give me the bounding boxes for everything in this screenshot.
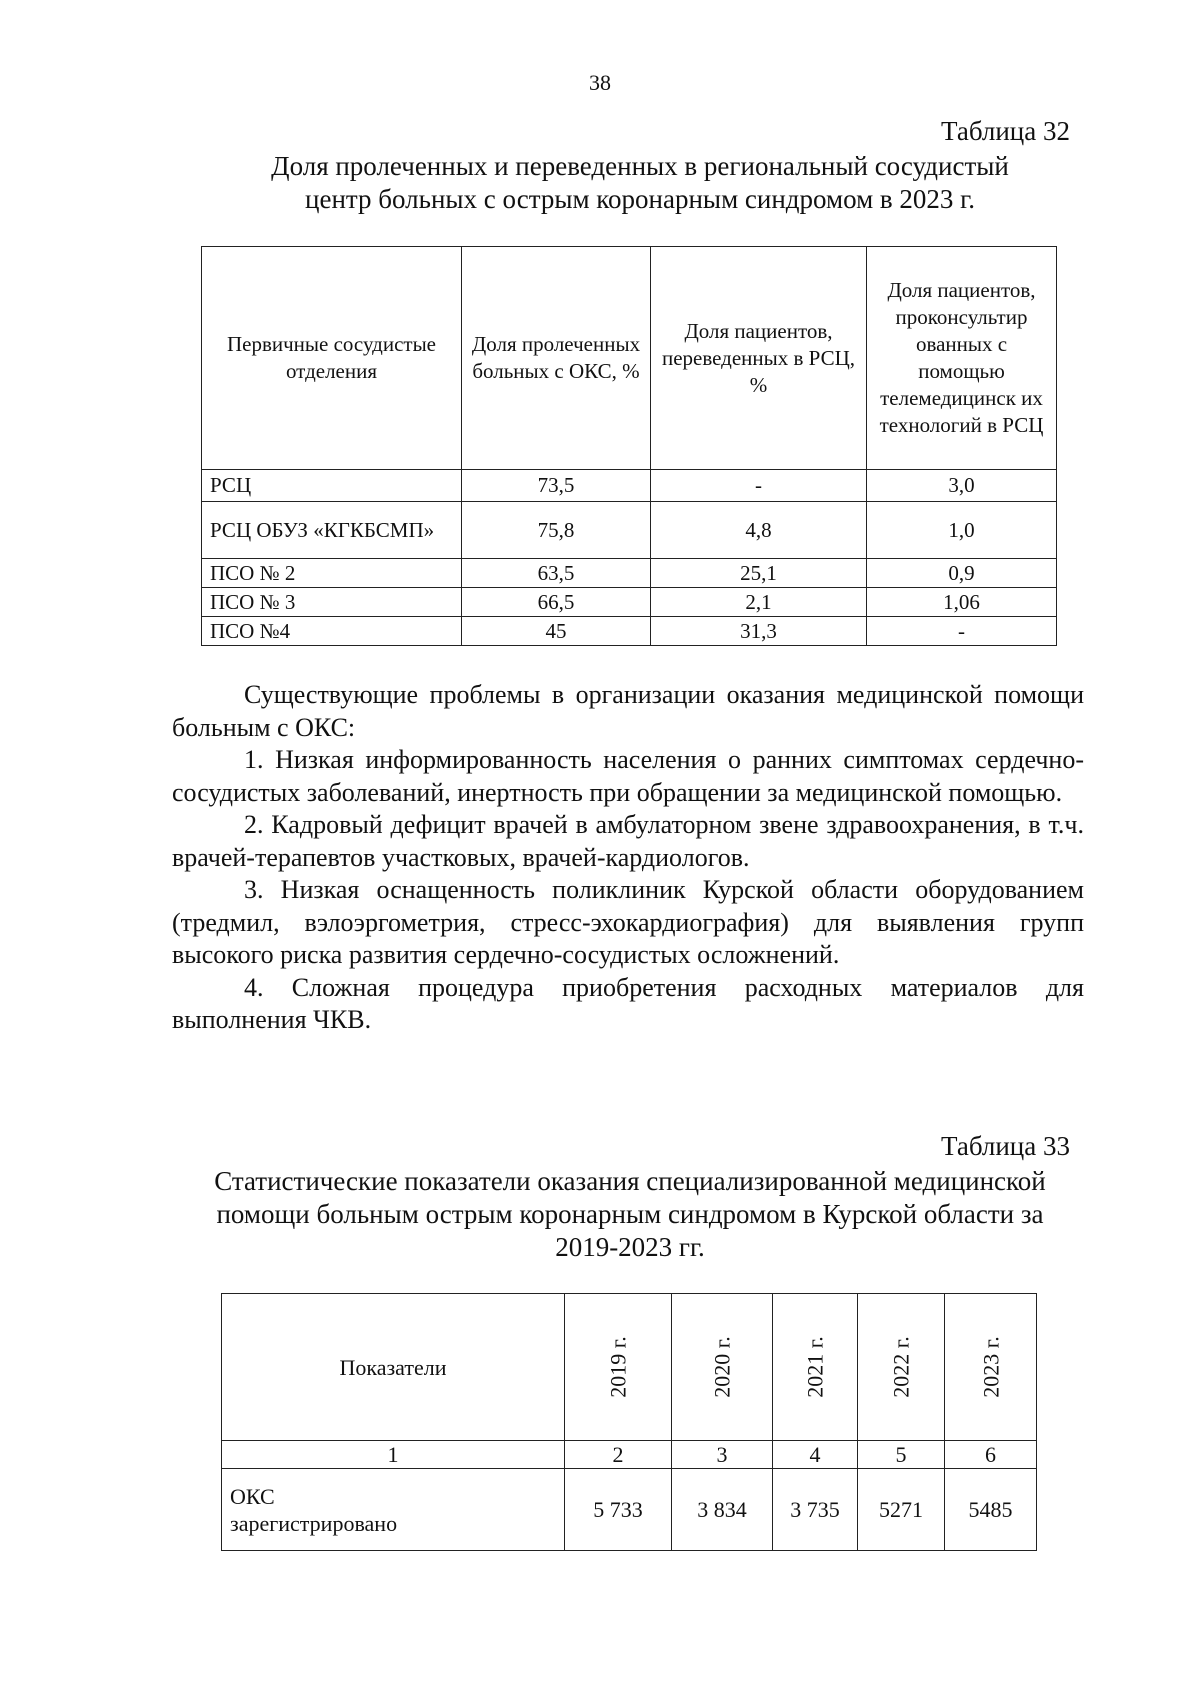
table-cell: РСЦ ОБУЗ «КГКБСМП» (202, 502, 462, 559)
table-33-header-row (222, 1294, 1037, 1441)
table-row (202, 502, 1057, 559)
table-33-label: Таблица 33 (941, 1131, 1070, 1161)
problems-intro: Существующие проблемы в организации оказания медицинской помощи больным с ОКС: (172, 680, 1084, 742)
table-cell: 75,8 (462, 502, 651, 559)
table-33-header-indicator: Показатели (222, 1294, 565, 1441)
table-cell: 4,8 (651, 502, 867, 559)
year-label: 2019 г. (605, 1336, 631, 1398)
table-cell: ПСО №4 (202, 617, 462, 646)
table-33-year-header (565, 1294, 672, 1441)
table-32-label: Таблица 32 (941, 116, 1070, 146)
table-32-title-line: Доля пролеченных и переведенных в региональный сосудистый (271, 151, 1009, 181)
table-32-header-cell: Доля пролеченных больных с ОКС, % (462, 247, 651, 470)
table-32-header-cell: Доля пациентов, проконсультир ованных с помощью телемедицинск их технологий в РСЦ (867, 247, 1057, 470)
column-number: 3 (672, 1441, 773, 1469)
table-cell: 3 834 (672, 1469, 773, 1551)
table-row (202, 588, 1057, 617)
problem-item: 3. Низкая оснащенность поликлиник Курской области оборудованием (тредмил, вэлоэргометрия, стресс-эхокардиография) для выявления групп высокого риска развития сердечно-сосудистых осложнений. (172, 875, 1084, 969)
column-number: 4 (773, 1441, 858, 1469)
column-number: 1 (222, 1441, 565, 1469)
table-33-year-header (945, 1294, 1037, 1441)
column-number: 2 (565, 1441, 672, 1469)
column-number: 6 (945, 1441, 1037, 1469)
table-cell: 5271 (858, 1469, 945, 1551)
table-cell: 66,5 (462, 588, 651, 617)
table-cell: 2,1 (651, 588, 867, 617)
table-cell: - (651, 470, 867, 502)
table-row (222, 1469, 1037, 1551)
table-row (202, 470, 1057, 502)
table-row (202, 617, 1057, 646)
table-cell: 25,1 (651, 559, 867, 588)
table-cell: ПСО № 3 (202, 588, 462, 617)
table-cell: 1,0 (867, 502, 1057, 559)
table-32-title-line: центр больных с острым коронарным синдромом в 2023 г. (305, 184, 975, 214)
table-33-title-line: помощи больным острым коронарным синдромом в Курской области за (216, 1199, 1044, 1229)
table-33 (221, 1293, 1037, 1551)
table-33-year-header (672, 1294, 773, 1441)
table-cell (222, 1469, 565, 1551)
year-label: 2021 г. (802, 1336, 828, 1398)
table-33-column-number-row (222, 1441, 1037, 1469)
table-cell: ПСО № 2 (202, 559, 462, 588)
table-cell: 45 (462, 617, 651, 646)
table-cell: 63,5 (462, 559, 651, 588)
table-32-title (200, 150, 1080, 216)
table-cell: 0,9 (867, 559, 1057, 588)
problem-item: 4. Сложная процедура приобретения расходных материалов для выполнения ЧКВ. (172, 972, 1084, 1034)
table-cell: 1,06 (867, 588, 1057, 617)
table-cell: 5 733 (565, 1469, 672, 1551)
table-cell: 31,3 (651, 617, 867, 646)
year-label: 2023 г. (978, 1336, 1003, 1398)
table-cell: 3,0 (867, 470, 1057, 502)
problems-section (172, 679, 1084, 1037)
table-32-header-row (202, 247, 1057, 470)
problem-item: 2. Кадровый дефицит врачей в амбулаторном звене здравоохранения, в т.ч. врачей-терапевтов участковых, врачей-кардиологов. (172, 810, 1084, 872)
problem-item: 1. Низкая информированность населения о ранних симптомах сердечно-сосудистых заболеваний, инертность при обращении за медицинской помощью. (172, 745, 1084, 807)
column-number: 5 (858, 1441, 945, 1469)
table-32-header-cell: Доля пациентов, переведенных в РСЦ, % (651, 247, 867, 470)
table-cell: - (867, 617, 1057, 646)
row-label: ОКС зарегистрировано (230, 1483, 398, 1536)
table-33-year-header (858, 1294, 945, 1441)
page-number: 38 (589, 70, 611, 95)
table-cell: 73,5 (462, 470, 651, 502)
table-cell: 5485 (945, 1469, 1037, 1551)
table-33-year-header (773, 1294, 858, 1441)
table-33-title-line: Статистические показатели оказания специализированной медицинской (214, 1166, 1046, 1196)
table-33-title-line: 2019-2023 гг. (555, 1232, 705, 1262)
year-label: 2020 г. (709, 1336, 735, 1398)
table-32-header-cell: Первичные сосудистые отделения (202, 247, 462, 470)
table-cell: РСЦ (202, 470, 462, 502)
table-32 (201, 246, 1057, 646)
table-cell: 3 735 (773, 1469, 858, 1551)
year-label: 2022 г. (888, 1336, 914, 1398)
table-row (202, 559, 1057, 588)
table-33-title (150, 1165, 1110, 1264)
